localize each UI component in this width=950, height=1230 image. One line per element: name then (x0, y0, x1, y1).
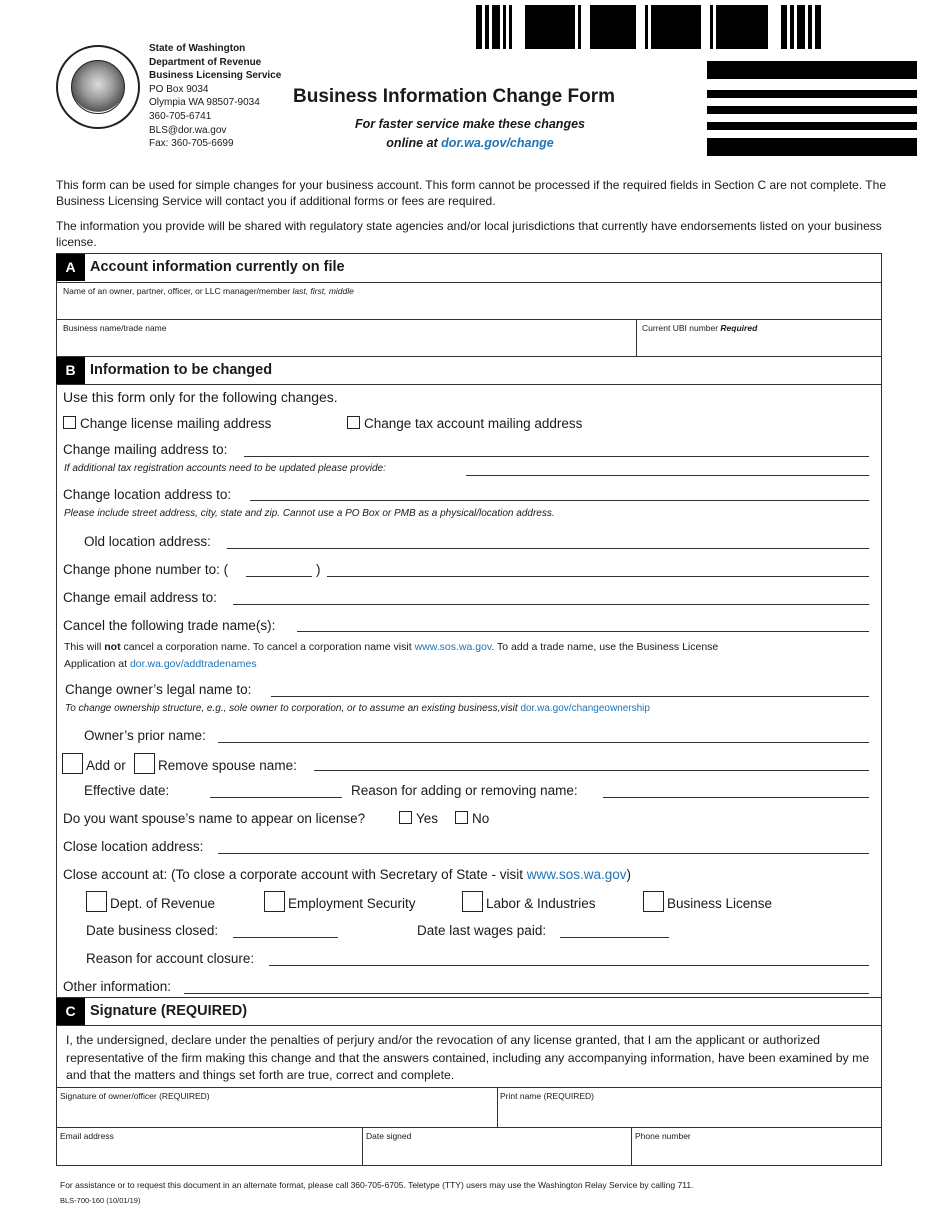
effective-date-field[interactable] (210, 797, 342, 798)
additional-tax-label: If additional tax registration accounts need to be updated please provide: (64, 463, 386, 474)
business-name-label: Business name/trade name (63, 323, 167, 333)
close-license-option[interactable]: Business License (643, 891, 772, 912)
barcode (476, 5, 916, 49)
section-a-header (56, 254, 882, 283)
online-change-link[interactable]: dor.wa.gov/change (441, 136, 554, 150)
license-mailing-option[interactable]: Change license mailing address (63, 416, 271, 431)
area-code-field[interactable] (246, 576, 312, 577)
reason-closure-label: Reason for account closure: (86, 951, 255, 966)
section-a-letter: A (56, 254, 85, 281)
divider (56, 1087, 882, 1088)
state-seal (56, 45, 140, 129)
reason-closure-field[interactable] (269, 965, 869, 966)
agency-service: Business Licensing Service (149, 70, 282, 82)
cancel-trade-field[interactable] (297, 631, 869, 632)
prior-name-field[interactable] (218, 742, 869, 743)
close-labor-checkbox[interactable] (462, 891, 483, 912)
print-name-field[interactable] (500, 1102, 876, 1124)
other-info-label: Other information: (63, 979, 172, 994)
address-pobox: PO Box 9034 (149, 83, 209, 95)
print-name-label: Print name (REQUIRED) (500, 1091, 594, 1101)
signature-label: Signature of owner/officer (REQUIRED) (60, 1091, 210, 1101)
phone-label: Change phone number to: ( (63, 562, 229, 577)
date-closed-label: Date business closed: (86, 923, 219, 938)
divider (56, 319, 882, 320)
section-c-header (56, 997, 882, 1026)
subtitle-line1: For faster service make these changes (355, 117, 585, 131)
close-account-label: Close account at: (To close a corporate account with Secretary of State - visit www.sos.wa.gov) (63, 867, 632, 882)
spouse-yes-checkbox[interactable] (399, 811, 412, 824)
phone-number-label: Phone number (635, 1131, 691, 1141)
mailing-address-label: Change mailing address to: (63, 442, 228, 457)
divider (631, 1127, 632, 1166)
ubi-label: Current UBI number Required (642, 323, 758, 333)
scan-bars (707, 61, 917, 167)
section-c-letter: C (56, 998, 85, 1025)
add-spouse-checkbox[interactable] (62, 753, 83, 774)
divider (362, 1127, 363, 1166)
email-label: Email address (60, 1131, 114, 1141)
address-city: Olympia WA 98507-9034 (149, 97, 260, 109)
cancel-trade-note: This will not cancel a corporation name. To cancel a corporation name visit www.sos.wa.gov. To add a trade name, use the Business License Application at dor.wa.gov/addtradenames (64, 641, 719, 670)
sos-link[interactable]: www.sos.wa.gov (414, 641, 492, 653)
form-code: BLS-700-160 (10/01/19) (60, 1196, 141, 1205)
spouse-question: Do you want spouse’s name to appear on license? (63, 811, 366, 826)
remove-spouse-checkbox[interactable] (134, 753, 155, 774)
section-c-title: Signature (REQUIRED) (90, 1003, 248, 1019)
spouse-no-checkbox[interactable] (455, 811, 468, 824)
signature-field[interactable] (58, 1102, 494, 1124)
address-phone: 360-705-6741 (149, 110, 212, 122)
divider (56, 1127, 882, 1128)
intro-paragraph-1: This form can be used for simple changes for your business account. This form cannot be processed if the required fields in Section C are not complete. The Business Licensing Service will contact you if additional forms or fees are required. (56, 178, 886, 208)
owner-legal-field[interactable] (271, 696, 869, 697)
agency-address (149, 42, 281, 151)
divider (636, 319, 637, 357)
address-email: BLS@dor.wa.gov (149, 124, 227, 136)
declaration-text: I, the undersigned, declare under the penalties of perjury and/or the revocation of any license granted, that I am the applicant or authorized representative of the firm making this change and that the answers contained, including any accompanying information, have been examined by me and that the matters and things set forth are true, correct and complete. (66, 1033, 870, 1082)
section-b-header (56, 356, 882, 385)
reason-add-remove-label: Reason for adding or removing name: (351, 783, 578, 798)
spouse-yes-option[interactable]: Yes (399, 811, 438, 826)
subtitle-prefix: online at (386, 136, 442, 150)
assistance-note: For assistance or to request this document in an alternate format, please call 360-705-6705. Teletype (TTY) users may use the Washington Relay Service by calling 711. (60, 1180, 694, 1190)
section-a-title: Account information currently on file (90, 259, 345, 275)
section-b-title: Information to be changed (90, 362, 273, 378)
date-wages-label: Date last wages paid: (417, 923, 547, 938)
add-spouse-option[interactable]: Add or (62, 753, 126, 774)
washington-portrait-icon (71, 60, 125, 114)
email-field[interactable] (58, 1142, 358, 1164)
close-employment-checkbox[interactable] (264, 891, 285, 912)
date-signed-label: Date signed (366, 1131, 412, 1141)
email-change-label: Change email address to: (63, 590, 217, 605)
mailing-address-field[interactable] (244, 456, 869, 457)
divider (497, 1087, 498, 1127)
other-info-field[interactable] (184, 993, 869, 994)
change-ownership-link[interactable]: dor.wa.gov/changeownership (520, 703, 650, 714)
license-mailing-checkbox[interactable] (63, 416, 76, 429)
close-labor-option[interactable]: Labor & Industries (462, 891, 596, 912)
intro-paragraph-2: The information you provide will be shared with regulatory state agencies and/or local jurisdictions that currently have endorsements listed on your business license. (56, 219, 882, 249)
owner-hint: To change ownership structure, e.g., sole owner to corporation, or to assume an existing business,visit dor.wa.gov/changeownership (65, 703, 650, 714)
cancel-trade-label: Cancel the following trade name(s): (63, 618, 276, 633)
old-location-label: Old location address: (84, 534, 211, 549)
location-address-label: Change location address to: (63, 487, 232, 502)
tax-mailing-checkbox[interactable] (347, 416, 360, 429)
owner-legal-label: Change owner’s legal name to: (65, 682, 252, 697)
location-hint: Please include street address, city, state and zip. Cannot use a PO Box or PMB as a physical/location address. (64, 508, 555, 519)
close-revenue-checkbox[interactable] (86, 891, 107, 912)
prior-name-label: Owner’s prior name: (84, 728, 206, 743)
location-address-field[interactable] (250, 500, 869, 501)
phone-field[interactable] (327, 576, 869, 577)
reason-add-remove-field[interactable] (603, 797, 869, 798)
form-title: Business Information Change Form (293, 86, 615, 107)
additional-tax-field[interactable] (466, 475, 869, 476)
phone-number-field[interactable] (635, 1142, 876, 1164)
close-license-checkbox[interactable] (643, 891, 664, 912)
use-only-text: Use this form only for the following changes. (63, 389, 338, 405)
agency-department: Department of Revenue (149, 56, 262, 68)
tax-mailing-option[interactable]: Change tax account mailing address (347, 416, 582, 431)
spouse-no-option[interactable]: No (455, 811, 489, 826)
date-closed-field[interactable] (233, 937, 338, 938)
agency-state: State of Washington (149, 43, 246, 54)
close-location-field[interactable] (218, 853, 869, 854)
effective-date-label: Effective date: (84, 783, 170, 798)
form-subtitle (300, 115, 640, 153)
business-name-field[interactable] (60, 334, 630, 354)
owner-name-field[interactable] (60, 297, 875, 317)
owner-name-label: Name of an owner, partner, officer, or LLC manager/member last, first, middle (63, 286, 354, 296)
section-b-letter: B (56, 357, 85, 384)
phone-paren: ) (316, 562, 321, 577)
add-trade-names-link[interactable]: dor.wa.gov/addtradenames (129, 658, 257, 670)
address-fax: Fax: 360-705-6699 (149, 138, 234, 150)
old-location-field[interactable] (227, 548, 869, 549)
close-revenue-option[interactable]: Dept. of Revenue (86, 891, 215, 912)
date-wages-field[interactable] (560, 937, 669, 938)
email-change-field[interactable] (233, 604, 869, 605)
remove-spouse-option[interactable]: Remove spouse name: (134, 753, 297, 774)
close-location-label: Close location address: (63, 839, 204, 854)
ubi-field[interactable] (640, 334, 876, 354)
sos-close-link[interactable]: www.sos.wa.gov (526, 867, 627, 882)
date-signed-field[interactable] (366, 1142, 628, 1164)
close-employment-option[interactable]: Employment Security (264, 891, 416, 912)
spouse-name-field[interactable] (314, 770, 869, 771)
